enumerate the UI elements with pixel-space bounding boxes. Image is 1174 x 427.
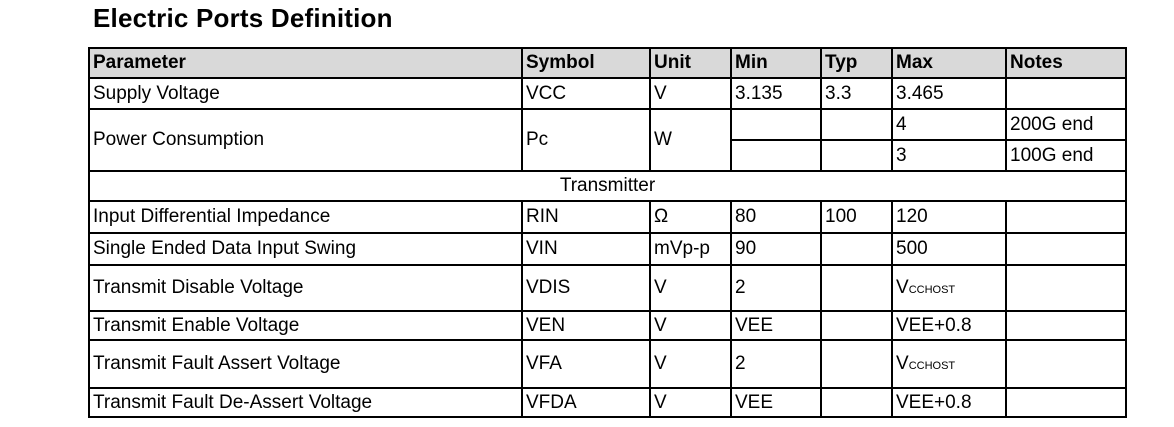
cell-typ [821,140,892,171]
header-min: Min [731,48,821,78]
cell-typ [821,311,892,340]
cell-min: VEE [731,388,821,417]
max-subscript: CCHOST [908,360,956,372]
cell-symbol: VDIS [522,265,650,311]
cell-typ [821,265,892,311]
cell-max [892,265,1006,311]
cell-min: 3.135 [731,78,821,109]
cell-min [731,140,821,171]
header-symbol: Symbol [522,48,650,78]
cell-typ [821,340,892,388]
cell-unit: V [650,78,731,109]
cell-typ: 100 [821,201,892,233]
cell-max: 3 [892,140,1006,171]
cell-symbol: RIN [522,201,650,233]
cell-max: 120 [892,201,1006,233]
cell-max: 3.465 [892,78,1006,109]
cell-notes [1006,265,1126,311]
cell-min [731,109,821,140]
cell-unit: Ω [650,201,731,233]
cell-symbol: Pc [522,109,650,171]
cell-unit: V [650,340,731,388]
electric-ports-table [88,47,1127,418]
cell-typ [821,109,892,140]
cell-min: 2 [731,340,821,388]
cell-parameter: Transmit Fault De-Assert Voltage [89,388,522,417]
header-typ: Typ [821,48,892,78]
header-unit: Unit [650,48,731,78]
cell-notes [1006,201,1126,233]
cell-notes: 200G end [1006,109,1126,140]
max-value: V [896,353,909,374]
max-value: V [896,277,909,298]
cell-max: VEE+0.8 [892,388,1006,417]
cell-min: 90 [731,233,821,265]
cell-max: 500 [892,233,1006,265]
cell-unit: mVp-p [650,233,731,265]
cell-notes [1006,340,1126,388]
table-row [89,201,1126,233]
table-row-supply-voltage [89,78,1126,109]
cell-parameter: Transmit Disable Voltage [89,265,522,311]
cell-min: 80 [731,201,821,233]
cell-parameter: Input Differential Impedance [89,201,522,233]
section-heading: Transmitter [89,171,1126,201]
cell-notes: 100G end [1006,140,1126,171]
cell-unit: V [650,388,731,417]
cell-typ [821,233,892,265]
header-notes: Notes [1006,48,1126,78]
header-row [89,48,1126,78]
cell-typ [821,388,892,417]
cell-max [892,340,1006,388]
header-max: Max [892,48,1006,78]
cell-symbol: VCC [522,78,650,109]
cell-parameter: Power Consumption [89,109,522,171]
page-title: Electric Ports Definition [93,3,393,33]
cell-unit: W [650,109,731,171]
cell-typ: 3.3 [821,78,892,109]
cell-symbol: VEN [522,311,650,340]
cell-notes [1006,311,1126,340]
cell-min: VEE [731,311,821,340]
header-parameter: Parameter [89,48,522,78]
cell-parameter: Transmit Fault Assert Voltage [89,340,522,388]
cell-parameter: Transmit Enable Voltage [89,311,522,340]
cell-max: VEE+0.8 [892,311,1006,340]
table-row [89,388,1126,417]
cell-symbol: VIN [522,233,650,265]
cell-notes [1006,388,1126,417]
cell-notes [1006,78,1126,109]
table-row [89,233,1126,265]
cell-symbol: VFA [522,340,650,388]
cell-parameter: Single Ended Data Input Swing [89,233,522,265]
cell-notes [1006,233,1126,265]
cell-min: 2 [731,265,821,311]
table-row [89,265,1126,311]
section-row-transmitter [89,171,1126,201]
table-row [89,311,1126,340]
cell-max: 4 [892,109,1006,140]
table-row [89,340,1126,388]
cell-parameter: Supply Voltage [89,78,522,109]
cell-symbol: VFDA [522,388,650,417]
table-row-power-consumption [89,109,1126,140]
cell-unit: V [650,311,731,340]
max-subscript: CCHOST [908,284,956,296]
cell-unit: V [650,265,731,311]
